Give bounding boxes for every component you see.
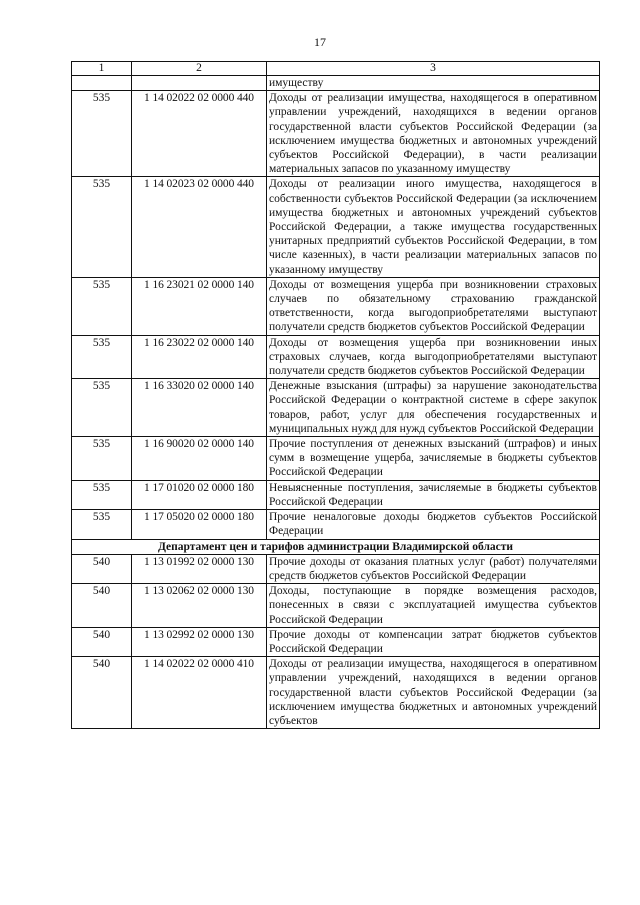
column-header-3: 3 (267, 62, 600, 76)
budget-code-cell: 1 13 02992 02 0000 130 (132, 627, 267, 656)
budget-code-cell: 1 14 02022 02 0000 440 (132, 91, 267, 177)
description-cell: Доходы от возмещения ущерба при возникновении страховых случаев по обязательному страхованию гражданской ответственности, когда выгодоприобретателями выступают получатели средств бюджетов субъектов Российской Федерации (267, 277, 600, 335)
admin-code-cell: 540 (72, 627, 132, 656)
budget-code-cell: 1 16 90020 02 0000 140 (132, 437, 267, 481)
page-number: 17 (314, 35, 326, 49)
description-cell: Денежные взыскания (штрафы) за нарушение законодательства Российской Федерации о контрактной системе в сфере закупок товаров, работ, услуг для обеспечения государственных и муниципальных нужд для нужд субъектов Российской Федерации (267, 379, 600, 437)
description-cell: Доходы от реализации имущества, находящегося в оперативном управлении учреждений, находящихся в ведении органов государственной власти субъектов Российской Федерации (за исключением имущества бюджетных и автономных учреждений субъектов (267, 657, 600, 729)
budget-code-cell: 1 14 02023 02 0000 440 (132, 177, 267, 277)
admin-code-cell: 540 (72, 554, 132, 583)
table-row (72, 91, 600, 177)
budget-code-cell (132, 76, 267, 91)
income-codes-table (71, 61, 600, 729)
admin-code-cell (72, 76, 132, 91)
description-cell: Прочие неналоговые доходы бюджетов субъектов Российской Федерации (267, 510, 600, 539)
section-header-row (72, 539, 600, 554)
table-row (72, 177, 600, 277)
section-title: Департамент цен и тарифов администрации Владимирской области (72, 539, 600, 554)
admin-code-cell: 540 (72, 584, 132, 628)
description-cell: Прочие доходы от компенсации затрат бюджетов субъектов Российской Федерации (267, 627, 600, 656)
table-row (72, 627, 600, 656)
table-row (72, 480, 600, 509)
column-header-2: 2 (132, 62, 267, 76)
budget-code-cell: 1 13 01992 02 0000 130 (132, 554, 267, 583)
description-cell: Прочие доходы от оказания платных услуг (работ) получателями средств бюджетов субъектов Российской Федерации (267, 554, 600, 583)
budget-code-cell: 1 13 02062 02 0000 130 (132, 584, 267, 628)
budget-code-cell: 1 17 05020 02 0000 180 (132, 510, 267, 539)
description-cell: Доходы от реализации иного имущества, находящегося в собственности субъектов Российской Федерации (за исключением имущества бюджетных и автономных учреждений субъектов Российской Федерации, а также имущества государственных унитарных предприятий субъектов Российской Федерации, в том числе казенных), в части реализации материальных запасов по указанному имуществу (267, 177, 600, 277)
admin-code-cell: 535 (72, 177, 132, 277)
admin-code-cell: 535 (72, 510, 132, 539)
table-row (72, 657, 600, 729)
table-row (72, 277, 600, 335)
description-cell: Доходы от возмещения ущерба при возникновении иных страховых случаев, когда выгодоприобретателями выступают получатели средств бюджетов субъектов Российской Федерации (267, 335, 600, 379)
description-cell: имуществу (267, 76, 600, 91)
admin-code-cell: 535 (72, 480, 132, 509)
table-row (72, 510, 600, 539)
table-header-row (72, 62, 600, 76)
admin-code-cell: 535 (72, 277, 132, 335)
budget-code-cell: 1 14 02022 02 0000 410 (132, 657, 267, 729)
table-row (72, 554, 600, 583)
admin-code-cell: 535 (72, 437, 132, 481)
description-cell: Невыясненные поступления, зачисляемые в бюджеты субъектов Российской Федерации (267, 480, 600, 509)
budget-code-cell: 1 16 23021 02 0000 140 (132, 277, 267, 335)
table-body (72, 76, 600, 729)
admin-code-cell: 535 (72, 91, 132, 177)
budget-code-cell: 1 16 33020 02 0000 140 (132, 379, 267, 437)
table-row (72, 437, 600, 481)
table-row (72, 335, 600, 379)
table-row (72, 379, 600, 437)
budget-code-cell: 1 17 01020 02 0000 180 (132, 480, 267, 509)
admin-code-cell: 535 (72, 335, 132, 379)
column-header-1: 1 (72, 62, 132, 76)
admin-code-cell: 535 (72, 379, 132, 437)
description-cell: Прочие поступления от денежных взысканий (штрафов) и иных сумм в возмещение ущерба, зачисляемые в бюджеты субъектов Российской Федерации (267, 437, 600, 481)
description-cell: Доходы от реализации имущества, находящегося в оперативном управлении учреждений, находящихся в ведении органов государственной власти субъектов Российской Федерации (за исключением имущества бюджетных и автономных учреждений субъектов Российской Федерации), в части реализации материальных запасов по указанному имуществу (267, 91, 600, 177)
budget-code-cell: 1 16 23022 02 0000 140 (132, 335, 267, 379)
table-row (72, 584, 600, 628)
description-cell: Доходы, поступающие в порядке возмещения расходов, понесенных в связи с эксплуатацией имущества субъектов Российской Федерации (267, 584, 600, 628)
table-row (72, 76, 600, 91)
admin-code-cell: 540 (72, 657, 132, 729)
